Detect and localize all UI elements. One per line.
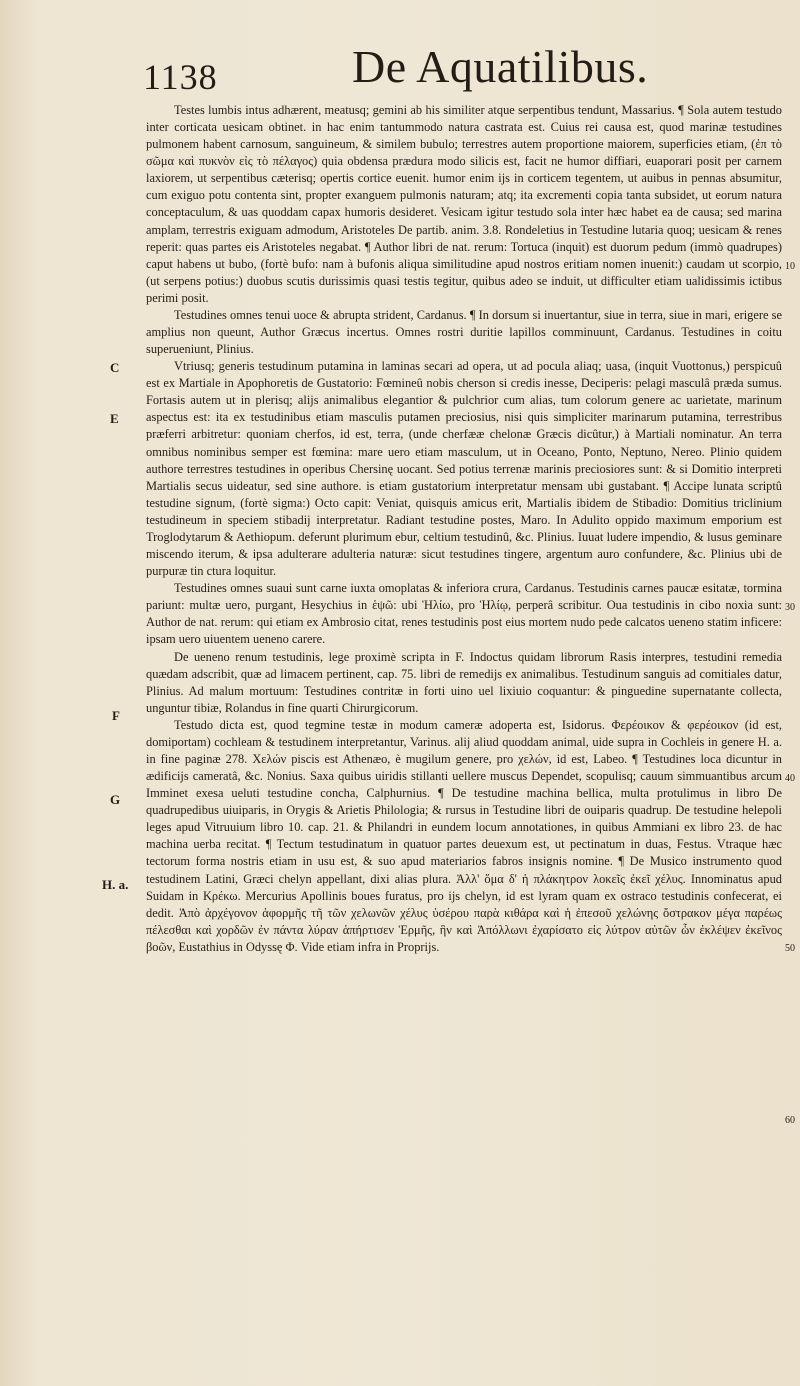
body-text <box>146 102 782 956</box>
running-title: De Aquatilibus. <box>352 41 649 92</box>
page-header <box>0 40 800 100</box>
margin-line-number-10: 10 <box>785 261 795 272</box>
margin-line-number-40: 40 <box>785 773 795 784</box>
margin-section-f: F <box>112 708 120 723</box>
margin-section-c: C <box>110 360 120 375</box>
margin-section-ha: H. a. <box>102 877 129 892</box>
paragraph-f-flesh: Testudines omnes suaui sunt carne iuxta omoplatas & inferiora crura, Cardanus. Testudinis carnes paucæ esitatæ, tormina pariunt: multæ uero, purgant, Hesychius in ἑψῶ: ubi Ἡλίω, pro Ἡλίῳ, perperâ scribitur. Oua testudinis in cibo noxia sunt: Author de nat. rerum: qui etiam ex Ambrosio citat, renes testudinis post eius mortem nudo pede calcatos ueneno statim inficere: ipsam uero uiuentem ueneno carere. <box>146 581 782 647</box>
margin-section-e: E <box>110 411 119 426</box>
margin-section-g: G <box>110 792 121 807</box>
margin-line-number-50: 50 <box>785 943 795 954</box>
paragraph-anatomy: Testes lumbis intus adhærent, meatusq; gemini ab his similiter atque serpentibus tendunt, Massarius. ¶ Sola autem testudo inter corticata uesicam obtinet. in hac enim tantummodo natura castrata est. Cuius rei causa est, quod marinæ testudines pulmonem habent carnosum, sanguineum, & similem bubulo; terrestres autem proportione maiorem, superficies etiam, (ἐπ τὸ σῶμα καὶ πυκνὸν εἰς τὸ πέλαγος) quia obdensa prædura modo silicis est, facit ne humor diffiari, euaporari posit per carnem laxiorem, ut serpentibus cæterisq; opertis cortice euenit. humor enim ijs in corticem tegentem, ut auibus in pennas absumitur, cum exiguo potu contenta sint, propter exanguem pulmonis naturam; atq; ita excrementi copia tanta subsidet, ut eorum natura conceptaculum, & uas quoddam capax humoris desideret. Vesicam igitur testudo sola inter hæc habet ea de causa; sed marina amplam, terrestris exiguam admodum, Aristoteles De partib. anim. 3.8. Rondeletius in Testudine lutaria quoq; uesicam & renes reperit: quas partes eis Aristoteles negabat. ¶ Author libri de nat. rerum: Tortuca (inquit) est duorum pedum (immò quadrupes) caput habens ut bubo, (fortè bufo: nam à bufonis aliqua similitudine apud nostros eritiam nomen inuenit:) caudam ut scorpio, (ut serpens potius:) duobus scutis durissimis quasi testis tegitur, quibus adeo se induit, ut difficulter etiam ualidissimis ictibus perimi posit. <box>146 103 782 305</box>
paragraph-g-remedies: De ueneno renum testudinis, lege proximè scripta in F. Indoctus quidam librorum Rasis interpres, testudini remedia quædam adscribit, quæ ad limacem pertinent, cap. 75. libri de remedijs ex animalibus. Testudinum sanguis ad comitiales datur, Plinius. Ad malum mortuum: Testudines contritæ in forti uino uel lixiuio coquantur: & pinguedine supernatante collecta, unguntur tibiæ, Rolandus in fine quarti Chirurgicorum. <box>146 649 782 715</box>
margin-line-number-30: 30 <box>785 602 795 613</box>
page-number: 1138 <box>143 57 218 97</box>
paragraph-ha-names: Testudo dicta est, quod tegmine testæ in modum cameræ adoperta est, Isidorus. Φερέοικον & φερέοικον (id est, domiportam) cochleam & testudinem interpretantur, Varinus. alij aliud quoddam animal, uide supra in Cochleis in genere H. a. in fine paginæ 278. Χελών piscis est Athenæo, è mugilum genere, pro χελών, id est, Labeo. ¶ Testudines loca dicuntur in ædificijs cameratâ, &c. Nonius. Saxa quibus uiridis stillanti uellere muscus Dependet, scopulisq; cauum simmuantibus arcum Imminet exesa ueluti testudine concha, Calphurnius. ¶ De testudine machina bellica, multa protulimus in libro De quadrupedibus uiuiparis, in Orygis & Arietis Philologia; & rursus in Testudine libri de ouiparis quadrup. De testudine helepoli leges apud Vitruuium libro 10. cap. 21. & Philandri in eundem locum annotationes, in quibus Ammiani ex libro 23. de hac machina uerba recitat. ¶ Tectum testudinatum in quatuor partes deuexum est, ut pectinatum in duas, Festus. Vtraque hæc tectorum forma nostris etiam in usu est, & suo apud materiarios fabros insignis nomine. ¶ De Musico instrumento quod testudinem Latini, Græci chelyn appellant, dixi alias plura. Ἀλλ' ὅμα δ' ἡ πλάκητρον λοκεῖς ἐκεῖ χέλυς. Innominatus apud Suidam in Κρέκω. Mercurius Apollinis boues furatus, pro ijs chelyn, id est lyram quam ex ostraco testudinis confecerat, ei dedit. Ἀπὸ ἀρχέγονον ἀφορμῆς τῆ τῶν χελωνῶν χέλυς ὑσέρου παρὰ κιθάρα καὶ ἡ ἐπεσοῦ χελώνης ὄστρακον μέγα παρέως πέλεσθαι καὶ χορδῶν ἐν πάντα λύραν ἁπήρτισεν Ἑρμῆς, ἣν καὶ Ἀπόλλωνι ἐχαρίσατο εἰς λύτρον αὐτῶν ὧν ἐκλέψεν ἐκεῖνος βοῶν, Eustathius in Odyssę Φ. Vide etiam infra in Proprijs. <box>146 717 782 954</box>
margin-line-number-60: 60 <box>785 1115 795 1126</box>
paragraph-c-voice: Testudines omnes tenui uoce & abrupta strident, Cardanus. ¶ In dorsum si inuertantur, siue in terra, siue in mari, erigere se amplius non queunt, Author Græcus incertus. Omnes rostri duritie lapillos comminuunt, Cardanus. Testudines in coitu superueniunt, Plinius. <box>146 307 782 357</box>
paragraph-e-shells: Vtriusq; generis testudinum putamina in laminas secari ad opera, ut ad pocula aliaq; uasa, (inquit Vuottonus,) perspicuû est ex Martiale in Apophoretis de Gustatorio: Fœmineû nobis cherson si credis inesse, Deciperis: pelagi masculâ præda sumus. Fortasis autem ut in plerisq; alijs animalibus elegantior & pulchrior cum alias, tum colorum genere ac uarietate, marinum aspectus est: ita ex testudinibus etiam masculis putamen preciosius, nisi quis simpliciter marinarum putamina, terrestribus præferri arbitretur: quoniam cherfos, id est, terra, (unde cherfææ chelonæ Græcis dicûtur,) à Martiali nominatur. An terra omnibus nominibus semper est fœmina: mare uero etiam masculum, ut in Oceano, Ponto, Neptuno, Nereo. Plinio quidem authore terrestres testudines in operibus Chersinę uocant. Sed potius terrenæ marinis preciosiores sunt: & si Domitio interpreti Martialis secus uideatur, sed sine authore. is etiam gustatorium interpretatur mensam ubi gustabant. ¶ Accipe lunata scriptû testudine signum, (fortè sigma:) Octo capit: Veniat, quisquis amicus erit, Martialis ibidem de Stibadio: Domitius triclinium testudineum in speciem stibadij interpretatur. Radiant testudine postes, Maro. In Adulito oppido maximum emporium est Troglodytarum & Aethiopum. deferunt plurimum ebur, celtium testudinû, &c. Plinius. Iuuat ludere impendio, & lusus geminare miscendo iterum, & ipsa adulterare adulteria naturæ: sicut testudines tingere, argentum auro confundere, &c. Plinius ubi de purpuræ tin ctura loquitur. <box>146 359 782 579</box>
